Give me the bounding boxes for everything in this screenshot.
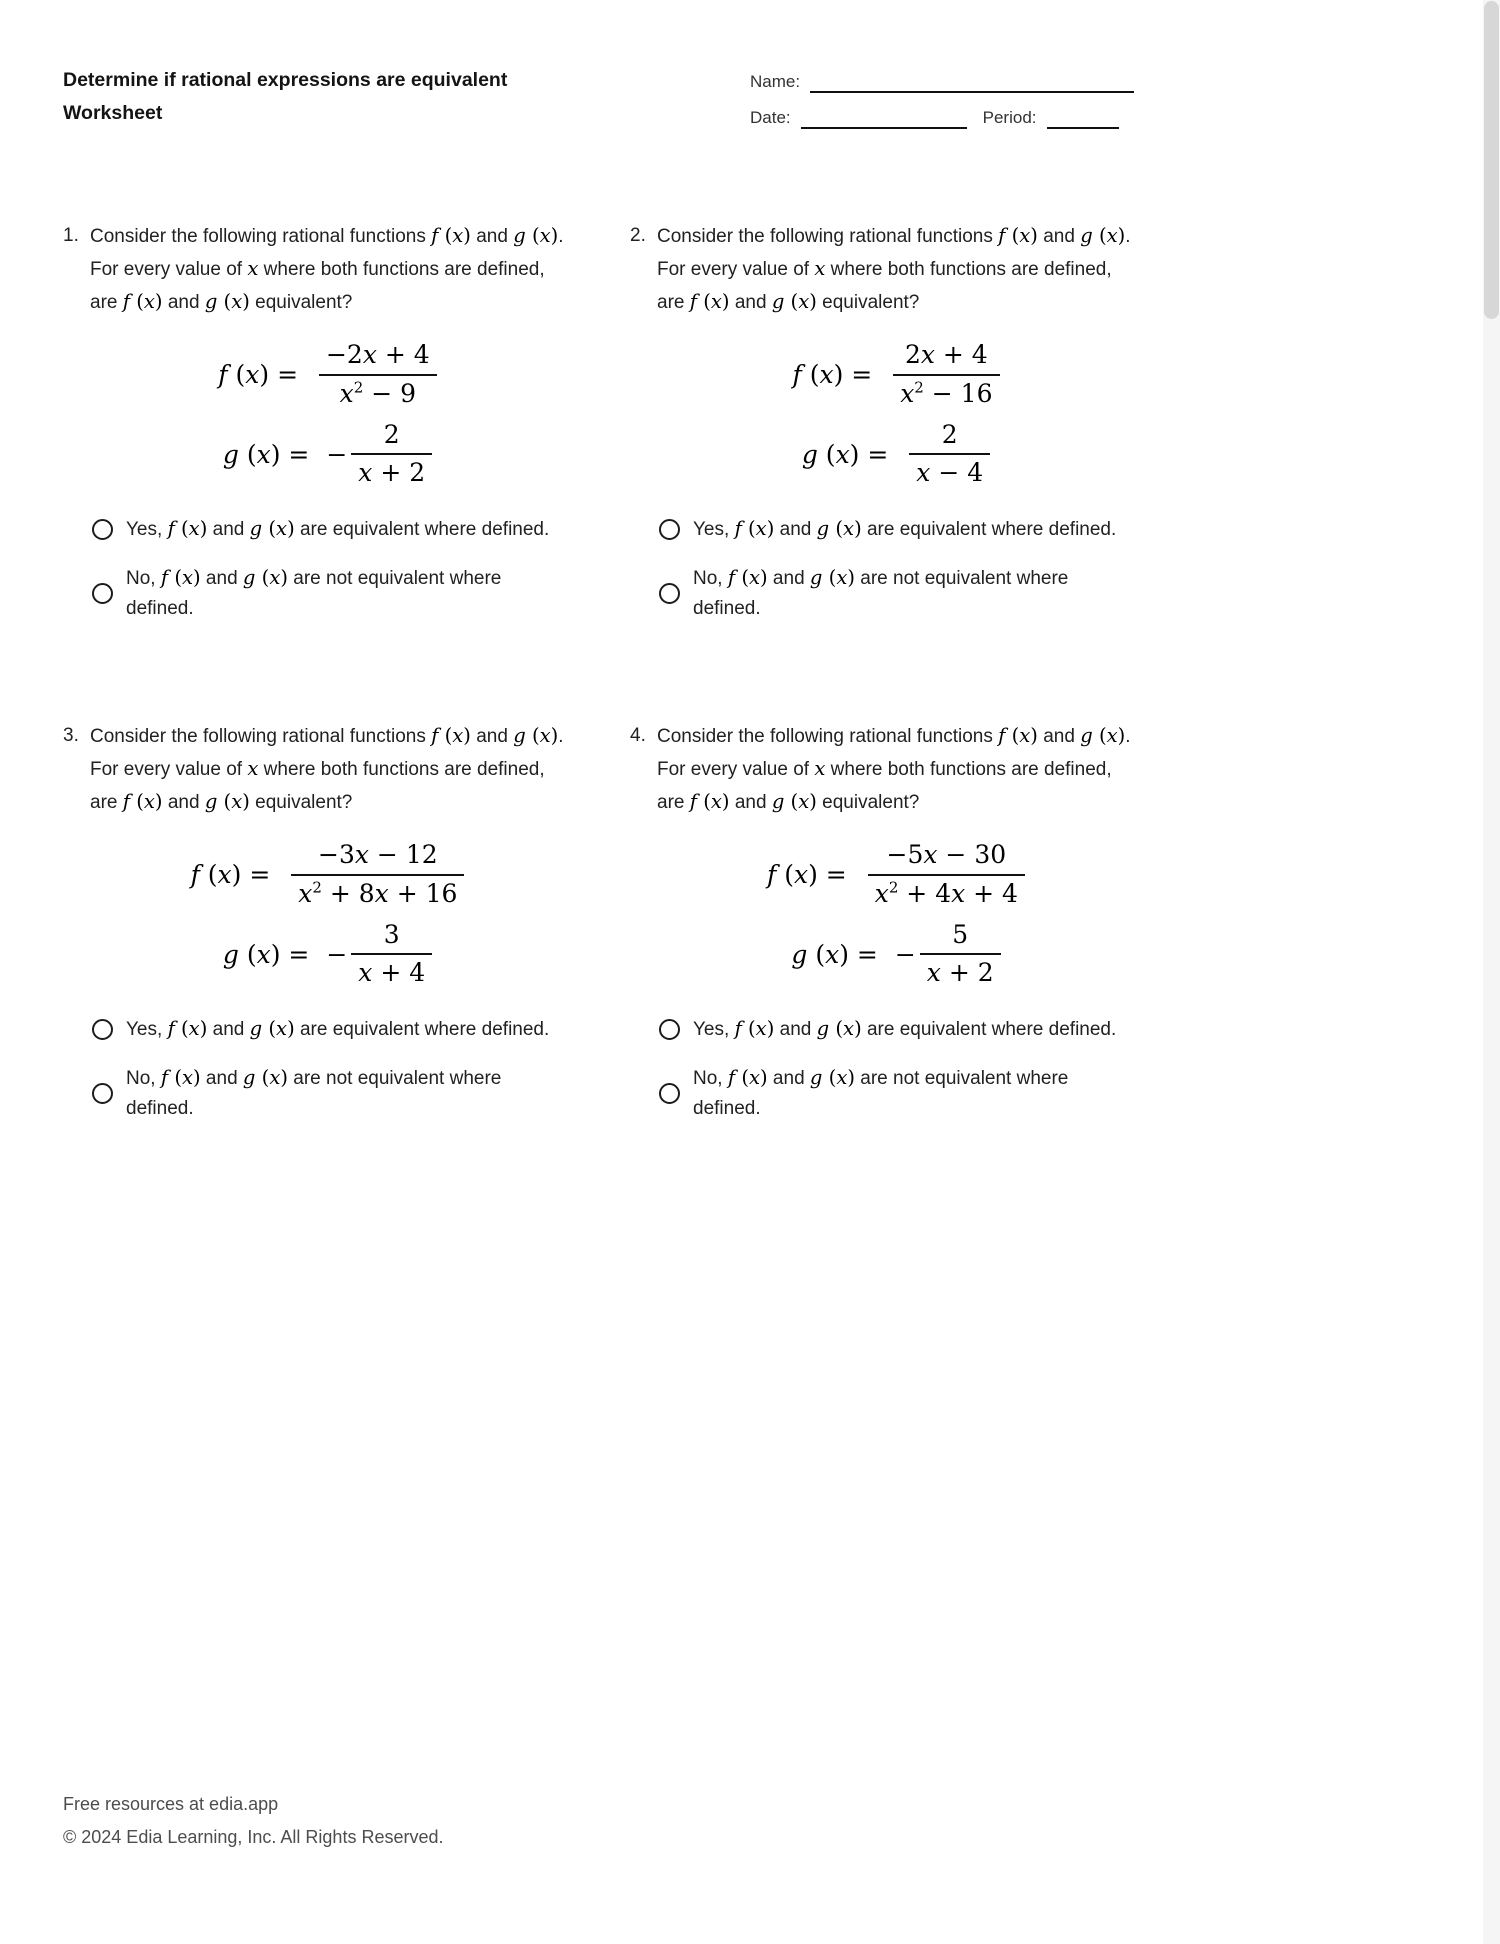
option-no[interactable]	[659, 563, 1135, 624]
g-fraction	[351, 921, 432, 989]
problem-prompt-row	[63, 220, 565, 319]
answer-options	[92, 514, 565, 624]
problem-number: 4.	[630, 725, 646, 746]
option-yes[interactable]	[92, 1014, 565, 1045]
f-equation	[767, 841, 1025, 909]
option-no[interactable]	[659, 1063, 1135, 1124]
option-no-label: No, f (x) and g (x) are not equivalent where defined.	[126, 566, 502, 619]
period-label: Period:	[982, 108, 1037, 127]
f-fraction	[893, 341, 999, 409]
radio-yes-icon[interactable]	[659, 1019, 680, 1040]
g-equation	[223, 421, 432, 489]
g-denominator: x − 4	[909, 453, 990, 488]
f-equation-lhs: f (x) =	[190, 860, 279, 890]
problem-item	[63, 720, 565, 1220]
f-equation-lhs: f (x) =	[767, 860, 855, 890]
problem-equations	[657, 341, 1135, 488]
radio-yes-icon[interactable]	[659, 519, 680, 540]
g-equation	[791, 921, 1000, 989]
problem-equations	[90, 341, 565, 488]
option-no-label: No, f (x) and g (x) are not equivalent where defined.	[693, 1066, 1069, 1119]
f-equation	[793, 341, 1000, 409]
f-equation	[191, 841, 465, 909]
option-no-label: No, f (x) and g (x) are not equivalent where defined.	[693, 566, 1069, 619]
answer-options	[659, 514, 1135, 624]
option-no-label: No, f (x) and g (x) are not equivalent where defined.	[126, 1066, 502, 1119]
problem-prompt: Consider the following rational functions f (x) and g (x). For every value of x where both functions are defined, are f (x) and g (x) equivalent?	[90, 224, 564, 313]
answer-options	[659, 1014, 1135, 1124]
g-equation-lhs: g (x) =	[801, 439, 897, 469]
radio-no-icon[interactable]	[659, 583, 680, 604]
option-yes[interactable]	[659, 514, 1135, 545]
period-blank-line	[1047, 111, 1119, 129]
f-denominator: $x^2 + 4x + 4$	[868, 874, 1025, 909]
problem-item	[630, 720, 1135, 1220]
f-numerator: −3x − 12	[318, 840, 438, 869]
option-no[interactable]	[92, 1063, 565, 1124]
problem-prompt-row	[63, 720, 565, 819]
problem-prompt-row	[630, 720, 1135, 819]
date-label: Date:	[750, 108, 791, 127]
f-equation	[218, 341, 436, 409]
f-numerator: −2x + 4	[325, 340, 430, 369]
option-yes-label: Yes, f (x) and g (x) are equivalent where defined.	[126, 1017, 550, 1040]
name-label: Name:	[750, 72, 801, 91]
date-blank-line	[801, 111, 967, 129]
problem-prompt: Consider the following rational functions f (x) and g (x). For every value of x where both functions are defined, are f (x) and g (x) equivalent?	[90, 724, 564, 813]
radio-no-icon[interactable]	[92, 583, 113, 604]
f-fraction	[868, 841, 1025, 909]
f-numerator: −5x − 30	[886, 840, 1007, 869]
name-blank-line	[810, 75, 1134, 93]
f-numerator: 2x + 4	[904, 340, 988, 369]
problems-grid	[63, 220, 1135, 1220]
g-negative-sign: −	[326, 439, 348, 469]
g-denominator: x + 2	[351, 453, 432, 488]
name-row	[750, 72, 1134, 93]
g-equation	[802, 421, 990, 489]
g-equation-lhs: g (x) =	[222, 439, 318, 469]
option-yes-label: Yes, f (x) and g (x) are equivalent where defined.	[126, 517, 550, 540]
g-numerator: 3	[383, 919, 400, 949]
g-fraction	[351, 421, 432, 489]
page-title-line1: Determine if rational expressions are equivalent	[63, 69, 508, 91]
footer-copyright-text: © 2024 Edia Learning, Inc. All Rights Reserved.	[63, 1827, 444, 1847]
footer-resources-text: Free resources at edia.app	[63, 1794, 279, 1814]
radio-no-icon[interactable]	[659, 1083, 680, 1104]
g-fraction	[920, 921, 1001, 989]
g-denominator: x + 4	[351, 953, 432, 988]
g-equation-lhs: g (x) =	[791, 939, 886, 969]
f-equation-lhs: f (x) =	[218, 360, 306, 390]
g-numerator: 2	[383, 419, 400, 449]
g-denominator: x + 2	[920, 953, 1001, 988]
g-negative-sign: −	[894, 939, 916, 969]
radio-no-icon[interactable]	[92, 1083, 113, 1104]
g-equation-lhs: g (x) =	[222, 939, 318, 969]
option-yes-label: Yes, f (x) and g (x) are equivalent where defined.	[693, 517, 1117, 540]
answer-options	[92, 1014, 565, 1124]
radio-yes-icon[interactable]	[92, 519, 113, 540]
option-yes-label: Yes, f (x) and g (x) are equivalent where defined.	[693, 1017, 1117, 1040]
scrollbar-track[interactable]	[1483, 0, 1500, 1944]
option-no[interactable]	[92, 563, 565, 624]
problem-number: 2.	[630, 225, 646, 246]
problem-item	[630, 220, 1135, 720]
f-fraction	[319, 341, 437, 409]
radio-yes-icon[interactable]	[92, 1019, 113, 1040]
option-yes[interactable]	[659, 1014, 1135, 1045]
problem-prompt: Consider the following rational functions f (x) and g (x). For every value of x where both functions are defined, are f (x) and g (x) equivalent?	[657, 224, 1131, 313]
g-negative-sign: −	[326, 939, 348, 969]
option-yes[interactable]	[92, 514, 565, 545]
f-denominator: $x^2 - 9$	[319, 374, 437, 409]
g-numerator: 2	[941, 419, 958, 449]
problem-equations	[657, 841, 1135, 988]
page-footer	[63, 1788, 443, 1854]
problem-item	[63, 220, 565, 720]
f-fraction	[291, 841, 464, 909]
page-title	[63, 64, 643, 130]
g-equation	[223, 921, 432, 989]
date-period-row	[750, 108, 1134, 129]
f-denominator: $x^2 + 8x + 16$	[291, 874, 464, 909]
g-fraction	[909, 421, 990, 489]
f-equation-lhs: f (x) =	[792, 360, 881, 390]
problem-prompt: Consider the following rational functions f (x) and g (x). For every value of x where both functions are defined, are f (x) and g (x) equivalent?	[657, 724, 1131, 813]
scrollbar-thumb[interactable]	[1484, 1, 1499, 319]
problem-prompt-row	[630, 220, 1135, 319]
problem-number: 1.	[63, 225, 79, 246]
g-numerator: 5	[952, 919, 969, 949]
student-info-fields	[750, 72, 1134, 129]
f-denominator: $x^2 - 16$	[893, 374, 999, 409]
problem-equations	[90, 841, 565, 988]
problem-number: 3.	[63, 725, 79, 746]
page-title-line2: Worksheet	[63, 102, 163, 124]
